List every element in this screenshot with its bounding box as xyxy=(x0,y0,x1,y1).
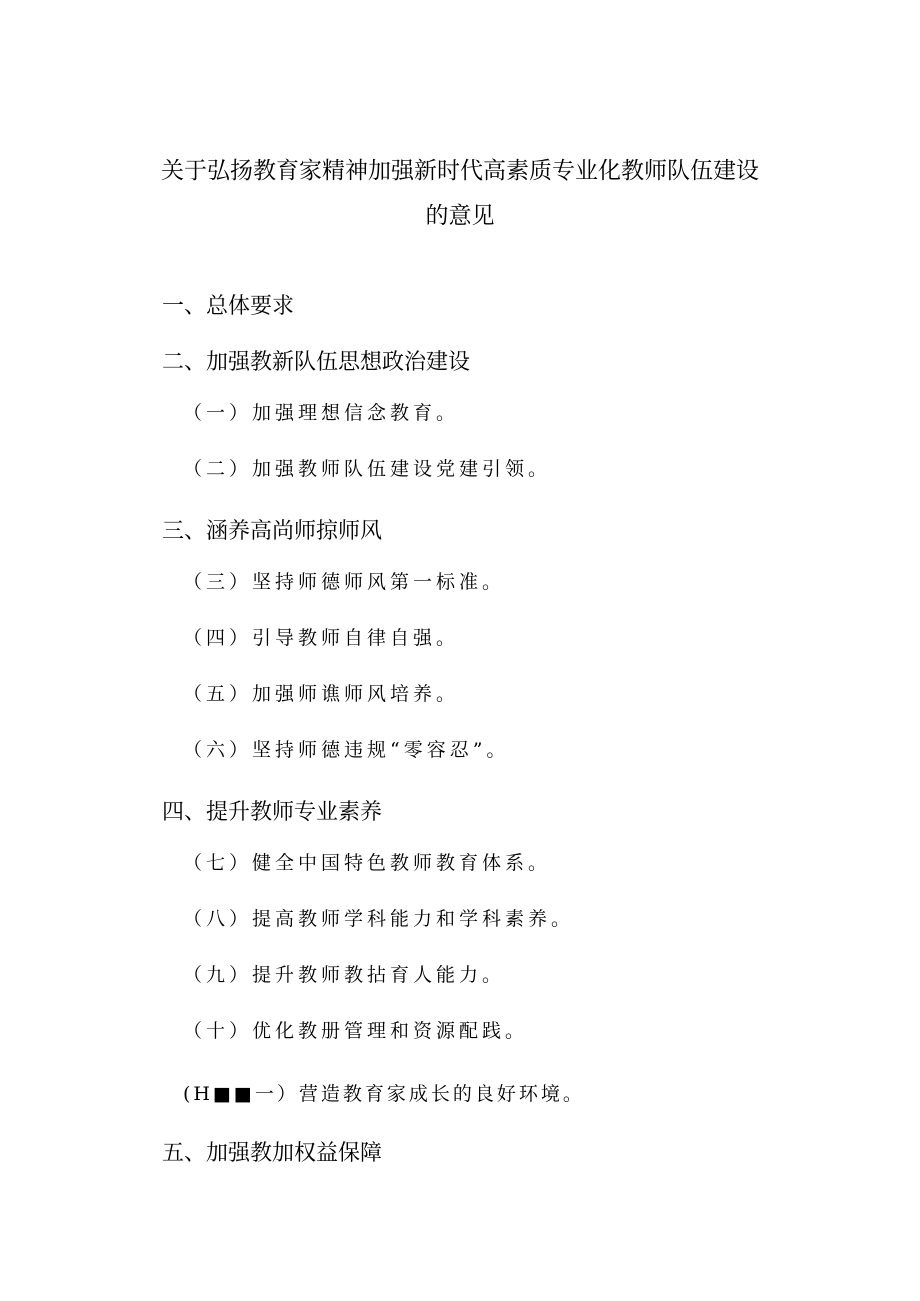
section-3-item-1: （三）坚持师德师风第一标准。 xyxy=(183,571,506,593)
section-heading-1: 一、总体要求 xyxy=(162,294,295,319)
document-title-line-2: 的意见 xyxy=(425,203,495,229)
section-heading-2: 二、加强教新队伍思想政治建设 xyxy=(162,350,471,375)
document-title-line-1: 关于弘扬教育家精神加强新时代高素质专业化教师队伍建设 xyxy=(161,158,759,184)
section-2-item-2: （二）加强教师队伍建设党建引领。 xyxy=(183,458,552,480)
section-4-item-4: （十）优化教册管理和资源配践。 xyxy=(183,1020,529,1042)
section-4-item-2: （八）提高教师学科能力和学科素养。 xyxy=(183,908,575,930)
section-3-item-3: （五）加强师谯师风培养。 xyxy=(183,683,460,705)
section-2-item-1: （一）加强理想信念教育。 xyxy=(183,402,460,424)
section-4-item-3: （九）提升教师教拈育人能力。 xyxy=(183,964,506,986)
section-heading-4: 四、提升教师专业素养 xyxy=(162,800,383,825)
section-4-item-5: (H■■一）营造教育家成长的良好环境。 xyxy=(183,1083,585,1105)
section-3-item-2: （四）引导教师自律自强。 xyxy=(183,627,460,649)
section-3-item-4: （六）坚持师德违规“零容忍”。 xyxy=(183,739,510,761)
section-heading-3: 三、涵养高尚师掠师风 xyxy=(162,519,383,544)
section-4-item-1: （七）健全中国特色教师教育体系。 xyxy=(183,852,552,874)
section-heading-5: 五、加强教加权益保障 xyxy=(162,1141,383,1166)
